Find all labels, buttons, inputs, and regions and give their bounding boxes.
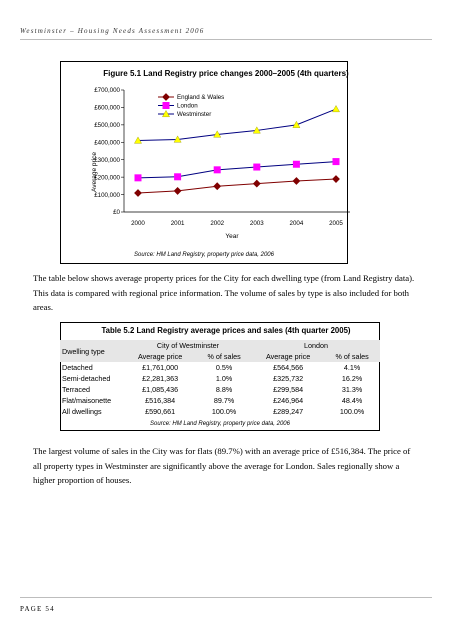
y-tick-label: £300,000 xyxy=(94,156,120,164)
price-sales-table xyxy=(60,340,380,417)
closing-paragraph: The largest volume of sales in the City was for flats (89.7%) with an average price of £516,384. The price of all property types in Westminster are significantly above the average for London. Sales regionally show a higher proportion of houses. xyxy=(33,446,411,485)
row-label: Terraced xyxy=(62,385,90,394)
cell: £289,247 xyxy=(273,407,304,416)
subheader-pct-sales-city: % of sales xyxy=(196,351,252,362)
x-tick-label: 2000 xyxy=(131,220,145,227)
table-row xyxy=(60,406,380,417)
x-tick-label: 2004 xyxy=(289,220,304,227)
cell: £1,085,436 xyxy=(142,385,179,394)
legend-label: Westminster xyxy=(177,111,212,119)
cell: 89.7% xyxy=(213,396,235,405)
page-number: PAGE 54 xyxy=(20,605,55,613)
footer-divider xyxy=(20,597,432,598)
y-axis-label: Average price xyxy=(91,152,98,192)
x-tick-label: 2002 xyxy=(210,220,225,227)
legend-label: England & Wales xyxy=(177,94,225,102)
cell: £246,964 xyxy=(273,396,304,405)
row-label: Flat/maisonette xyxy=(62,396,112,405)
cell: £590,661 xyxy=(145,407,176,416)
cell: 100.0% xyxy=(339,407,365,416)
group-header-london: London xyxy=(252,340,380,351)
table-row xyxy=(60,395,380,406)
intro-paragraph: The table below shows average property prices for the City for each dwelling type (from Land Registry data). This data is compared with regional price information. The volume of sales by type is also included for both areas. xyxy=(33,273,415,312)
y-tick-label: £700,000 xyxy=(94,87,120,95)
cell: £516,384 xyxy=(145,396,176,405)
x-tick-label: 2001 xyxy=(170,220,185,227)
dwelling-type-header: Dwelling type xyxy=(60,340,124,362)
cell: 31.3% xyxy=(341,385,363,394)
cell: 1.0% xyxy=(215,374,233,383)
legend-label: London xyxy=(177,102,198,110)
cell: 100.0% xyxy=(211,407,237,416)
table-source: Source: HM Land Registry, property price data, 2006 xyxy=(150,421,290,427)
running-header: Westminster – Housing Needs Assessment 2006 xyxy=(20,27,205,35)
table-row xyxy=(60,373,380,384)
cell: 48.4% xyxy=(341,396,363,405)
y-tick-label: £100,000 xyxy=(94,191,120,199)
group-header-westminster: City of Westminster xyxy=(124,340,252,351)
table-row xyxy=(60,384,380,395)
cell: £2,281,363 xyxy=(142,374,179,383)
figure-title: Figure 5.1 Land Registry price changes 2000–2005 (4th quarters) xyxy=(103,69,349,78)
y-tick-label: £200,000 xyxy=(94,174,120,182)
subheader-pct-sales-london: % of sales xyxy=(324,351,380,362)
subheader-avg-price-london: Average price xyxy=(252,351,324,362)
cell: £325,732 xyxy=(273,374,304,383)
row-label: Semi-detached xyxy=(62,374,111,383)
cell: 8.8% xyxy=(215,385,233,394)
cell: £564,566 xyxy=(273,363,304,372)
y-tick-label: £500,000 xyxy=(94,122,120,130)
cell: 4.1% xyxy=(343,363,361,372)
x-tick-label: 2005 xyxy=(329,220,343,227)
figure-source: Source: HM Land Registry, property price data, 2006 xyxy=(134,252,274,258)
y-tick-label: £600,000 xyxy=(94,104,120,112)
subheader-avg-price-city: Average price xyxy=(124,351,196,362)
y-tick-label: £0 xyxy=(113,209,120,217)
cell: 16.2% xyxy=(341,374,363,383)
x-axis-label: Year xyxy=(225,233,239,240)
cell: 0.5% xyxy=(215,363,233,372)
header-divider xyxy=(20,39,432,40)
figure-frame xyxy=(60,61,348,264)
x-tick-label: 2003 xyxy=(249,220,264,227)
y-tick-label: £400,000 xyxy=(94,139,120,147)
cell: £299,584 xyxy=(273,385,304,394)
row-label: Detached xyxy=(62,363,93,372)
row-label: All dwellings xyxy=(62,407,102,416)
cell: £1,761,000 xyxy=(142,363,179,372)
table-row xyxy=(60,362,380,373)
table-title: Table 5.2 Land Registry average prices and sales (4th quarter 2005) xyxy=(101,326,351,335)
